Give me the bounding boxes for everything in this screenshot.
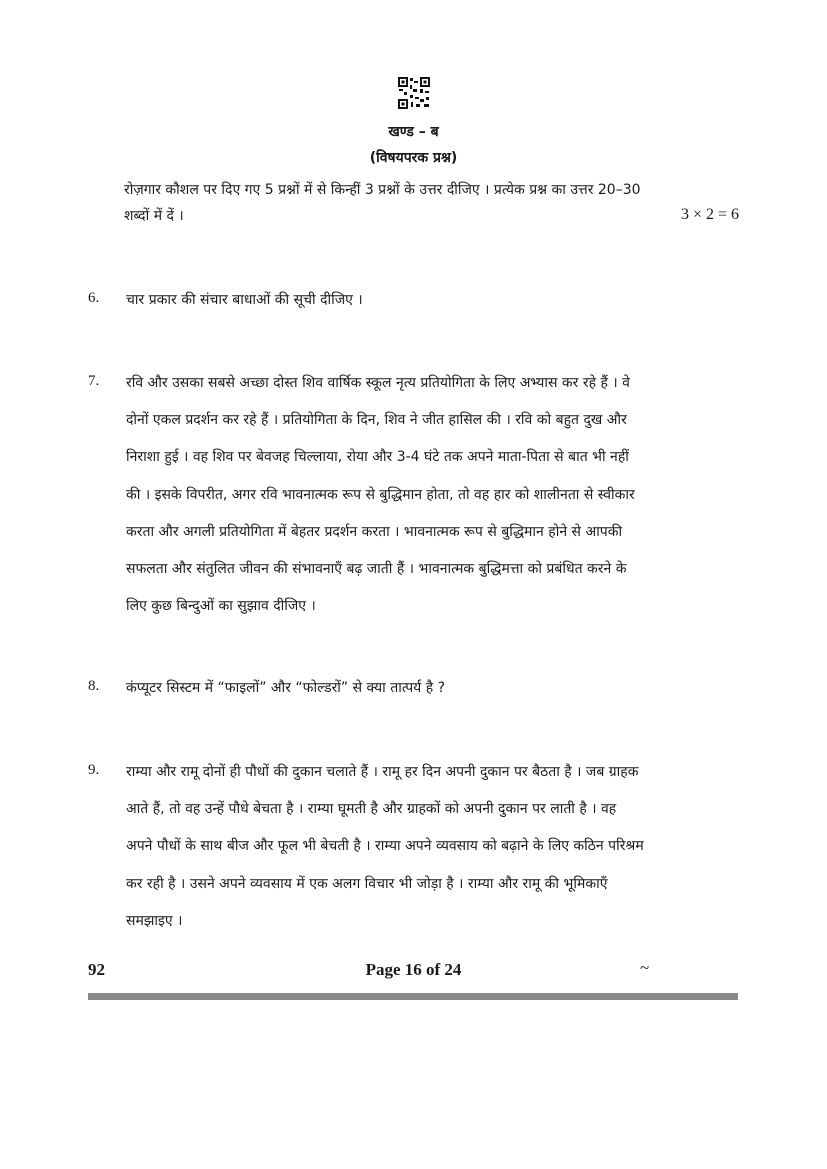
instructions-line-1: रोज़गार कौशल पर दिए गए 5 प्रश्नों में से किन्हीं 3 प्रश्नों के उत्तर दीजिए । प्रत्येक प्रश्न का उत्तर 20–30: [124, 182, 641, 198]
instructions-line-2: शब्दों में दें ।: [124, 208, 184, 224]
question-text: अपने पौधों के साथ बीज और फूल भी बेचती है । राम्या अपने व्यवसाय को बढ़ाने के लिए कठिन परिश्रम: [126, 838, 644, 854]
marks-allocation: 3 × 2 = 6: [680, 206, 739, 223]
question-text: कर रही है । उसने अपने व्यवसाय में एक अलग विचार भी जोड़ा है । राम्या और रामू की भूमिकाएँ: [126, 876, 608, 892]
qr-code-icon: [398, 77, 430, 109]
question-text: कंप्यूटर सिस्टम में “फाइलों” और “फोल्डरों” से क्या तात्पर्य है ?: [126, 680, 446, 696]
question-text: निराशा हुई । वह शिव पर बेवजह चिल्लाया, रोया और 3-4 घंटे तक अपने माता-पिता से बात भी नहीं: [126, 449, 629, 465]
question-text: सफलता और संतुलित जीवन की संभावनाएँ बढ़ जाती हैं । भावनात्मक बुद्धिमत्ता को प्रबंधित करने के: [126, 561, 627, 577]
question-number: 7.: [88, 373, 100, 389]
question-text: की । इसके विपरीत, अगर रवि भावनात्मक रूप से बुद्धिमान होता, तो वह हार को शालीनता से स्वीकार: [126, 487, 635, 503]
question-number: 6.: [88, 290, 100, 306]
question-text: आते हैं, तो वह उन्हें पौधे बेचता है । राम्या घूमती है और ग्राहकों को अपनी दुकान पर लाती है । वह: [126, 801, 617, 817]
question-text: दोनों एकल प्रदर्शन कर रहे हैं । प्रतियोगिता के दिन, शिव ने जीत हासिल की । रवि को बहुत दुख और: [126, 412, 627, 428]
section-subtitle: (विषयपरक प्रश्न): [369, 150, 458, 166]
section-title: खण्ड – ब: [388, 124, 439, 140]
footer-mark: ~: [640, 958, 650, 977]
question-text: रवि और उसका सबसे अच्छा दोस्त शिव वार्षिक स्कूल नृत्य प्रतियोगिता के लिए अभ्यास कर रहे हैं । वे: [126, 375, 630, 391]
question-number: 8.: [88, 678, 100, 694]
footer-divider: [88, 993, 738, 1000]
question-text: राम्या और रामू दोनों ही पौधों की दुकान चलाते हैं । रामू हर दिन अपनी दुकान पर बैठता है । जब ग्राहक: [126, 764, 639, 780]
paper-code: 92: [88, 960, 105, 979]
question-text: करता और अगली प्रतियोगिता में बेहतर प्रदर्शन करता । भावनात्मक रूप से बुद्धिमान होने से आपकी: [126, 524, 623, 540]
question-text: चार प्रकार की संचार बाधाओं की सूची दीजिए ।: [126, 292, 363, 308]
question-text: समझाइए ।: [126, 913, 183, 929]
question-text: लिए कुछ बिन्दुओं का सुझाव दीजिए ।: [126, 598, 316, 614]
page-number: Page 16 of 24: [365, 960, 462, 979]
question-number: 9.: [88, 762, 100, 778]
